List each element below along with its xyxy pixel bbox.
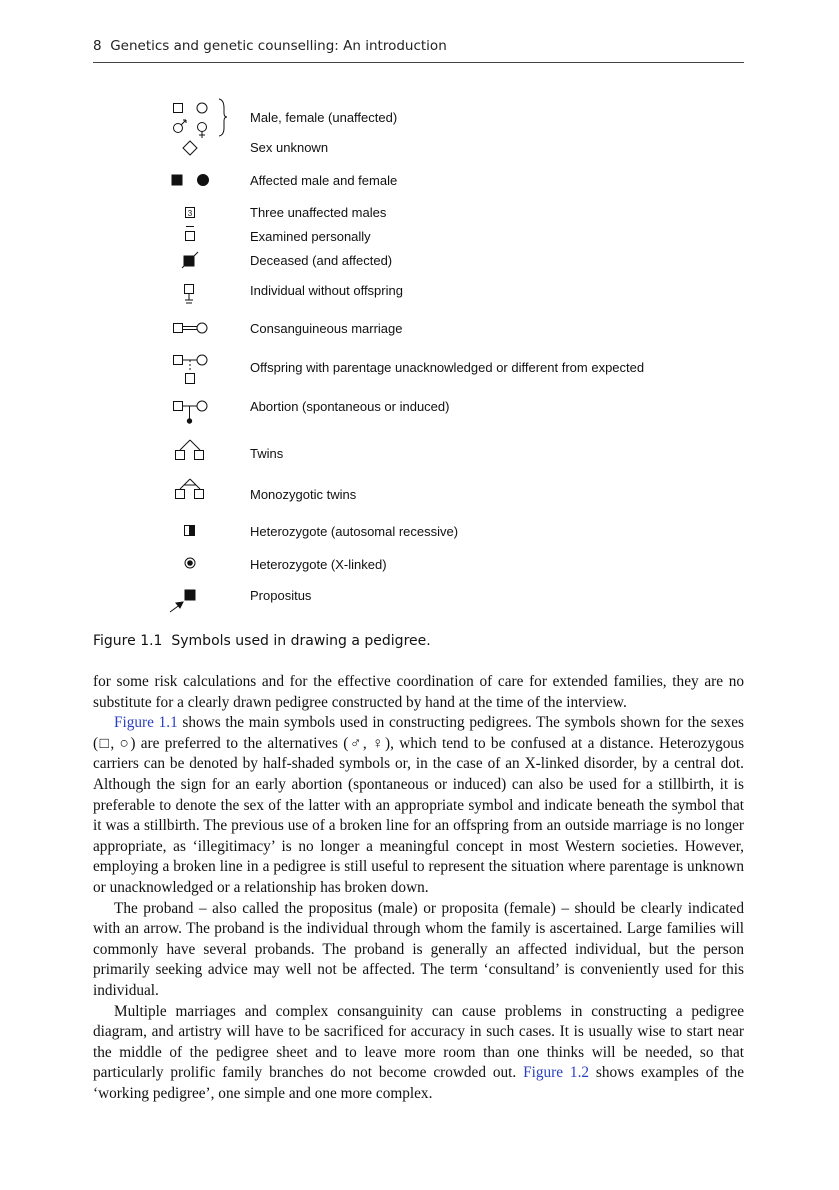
consanguineous-symbol (174, 323, 208, 333)
paragraph-2 (93, 713, 744, 898)
legend-label-affected: Affected male and female (250, 173, 398, 188)
legend-label-examined: Examined personally (250, 229, 371, 244)
legend-label-consanguineous: Consanguineous marriage (250, 321, 403, 336)
legend-label-propositus: Propositus (250, 588, 312, 603)
paragraph-4-part-a: Multiple marriages and complex consanguinity can cause problems in constructing a pedigree diagram, and artistry will have to be sacrificed for accuracy in such cases. It is usually wise to start near the middle of the pedigree sheet and to leave more room than one thinks will be needed, so that particularly prolific family branches do not become crowded out. (93, 1002, 744, 1082)
deceased-symbol (182, 252, 198, 268)
sex-unknown-symbol (183, 141, 197, 155)
male-female-unaffected-symbols (174, 99, 228, 138)
twins-symbol (176, 440, 204, 460)
heterozygote-ar-symbol (185, 526, 195, 536)
legend-label-abortion: Abortion (spontaneous or induced) (250, 399, 450, 414)
heterozygote-x-linked-symbol (185, 558, 195, 568)
figure-1-1-link[interactable]: Figure 1.1 (114, 714, 178, 732)
figure-caption-text: Symbols used in drawing a pedigree. (171, 633, 431, 649)
paragraph-2-part-b: ) are preferred to the alternatives ( (130, 734, 349, 752)
three-males-count: 3 (187, 209, 193, 218)
no-offspring-symbol (185, 285, 194, 304)
paragraph-4-part-b: shows examples of the ‘working pedigree’, one simple and one more complex. (93, 1064, 744, 1102)
figure-caption (93, 633, 431, 649)
propositus-symbol (170, 590, 195, 612)
running-title: Genetics and genetic counselling: An introduction (110, 38, 447, 54)
page-number: 8 (93, 38, 102, 54)
legend-label-male-female: Male, female (unaffected) (250, 110, 398, 125)
three-males-symbol (186, 208, 195, 219)
legend-label-no-offspring: Individual without offspring (250, 283, 403, 298)
unacknowledged-parentage-symbol (174, 355, 208, 384)
legend-label-monozygotic: Monozygotic twins (250, 487, 357, 502)
monozygotic-twins-symbol (176, 479, 204, 499)
body-text (93, 672, 744, 1104)
legend-label-sex-unknown: Sex unknown (250, 140, 329, 155)
sexes-symbols: □, ○ (98, 734, 131, 752)
paragraph-2-part-a: shows the main symbols used in constructing pedigrees. The symbols shown for the sexes ( (93, 714, 744, 752)
paragraph-1: for some risk calculations and for the effective coordination of care for extended families, they are no substitute for a clearly drawn pedigree constructed by hand at the time of the interview. (93, 673, 744, 711)
examined-symbol (186, 227, 195, 241)
legend-label-heterozygote-x: Heterozygote (X-linked) (250, 557, 387, 572)
paragraph-4 (93, 1002, 744, 1105)
affected-symbols (172, 175, 209, 186)
legend-label-twins: Twins (250, 446, 284, 461)
paragraph-2-part-c: ), which tend to be confused at a distance. Heterozygous carriers can be denoted by half-shaded symbols or, in the case of an X-linked disorder, by a central dot. Although the sign for an early abortion (spontaneous or induced) can also be used for a stillbirth, it is preferable to denote the sex of the latter with an appropriate symbol and indicate beneath the symbol that it was a stillbirth. The previous use of a broken line for an offspring from an outside marriage is no longer appropriate, as ‘illegitimacy’ is no longer a meaningful concept in most Western societies. However, employing a broken line in a pedigree is still useful to represent the situation where parentage is unknown or unacknowledged or a relationship has broken down. (93, 734, 745, 896)
paragraph-3: The proband – also called the propositus (male) or proposita (female) – should be clearly indicated with an arrow. The proband is the individual through whom the family is ascertained. Large families will commonly have several probands. The proband is generally an affected individual, but the person primarily seeking advice may well not be affected. The term ‘consultand’ is conveniently used for this individual. (93, 899, 744, 999)
legend-label-three-males: Three unaffected males (250, 205, 387, 220)
legend-label-unacknowledged: Offspring with parentage unacknowledged or different from expected (250, 360, 645, 375)
figure-number: Figure 1.1 (93, 633, 163, 649)
figure-1-2-link[interactable]: Figure 1.2 (523, 1064, 590, 1082)
abortion-symbol (174, 401, 208, 423)
alternative-symbols: ♂, ♀ (348, 734, 386, 752)
legend-label-deceased: Deceased (and affected) (250, 253, 393, 268)
legend-label-heterozygote-ar: Heterozygote (autosomal recessive) (250, 524, 459, 539)
